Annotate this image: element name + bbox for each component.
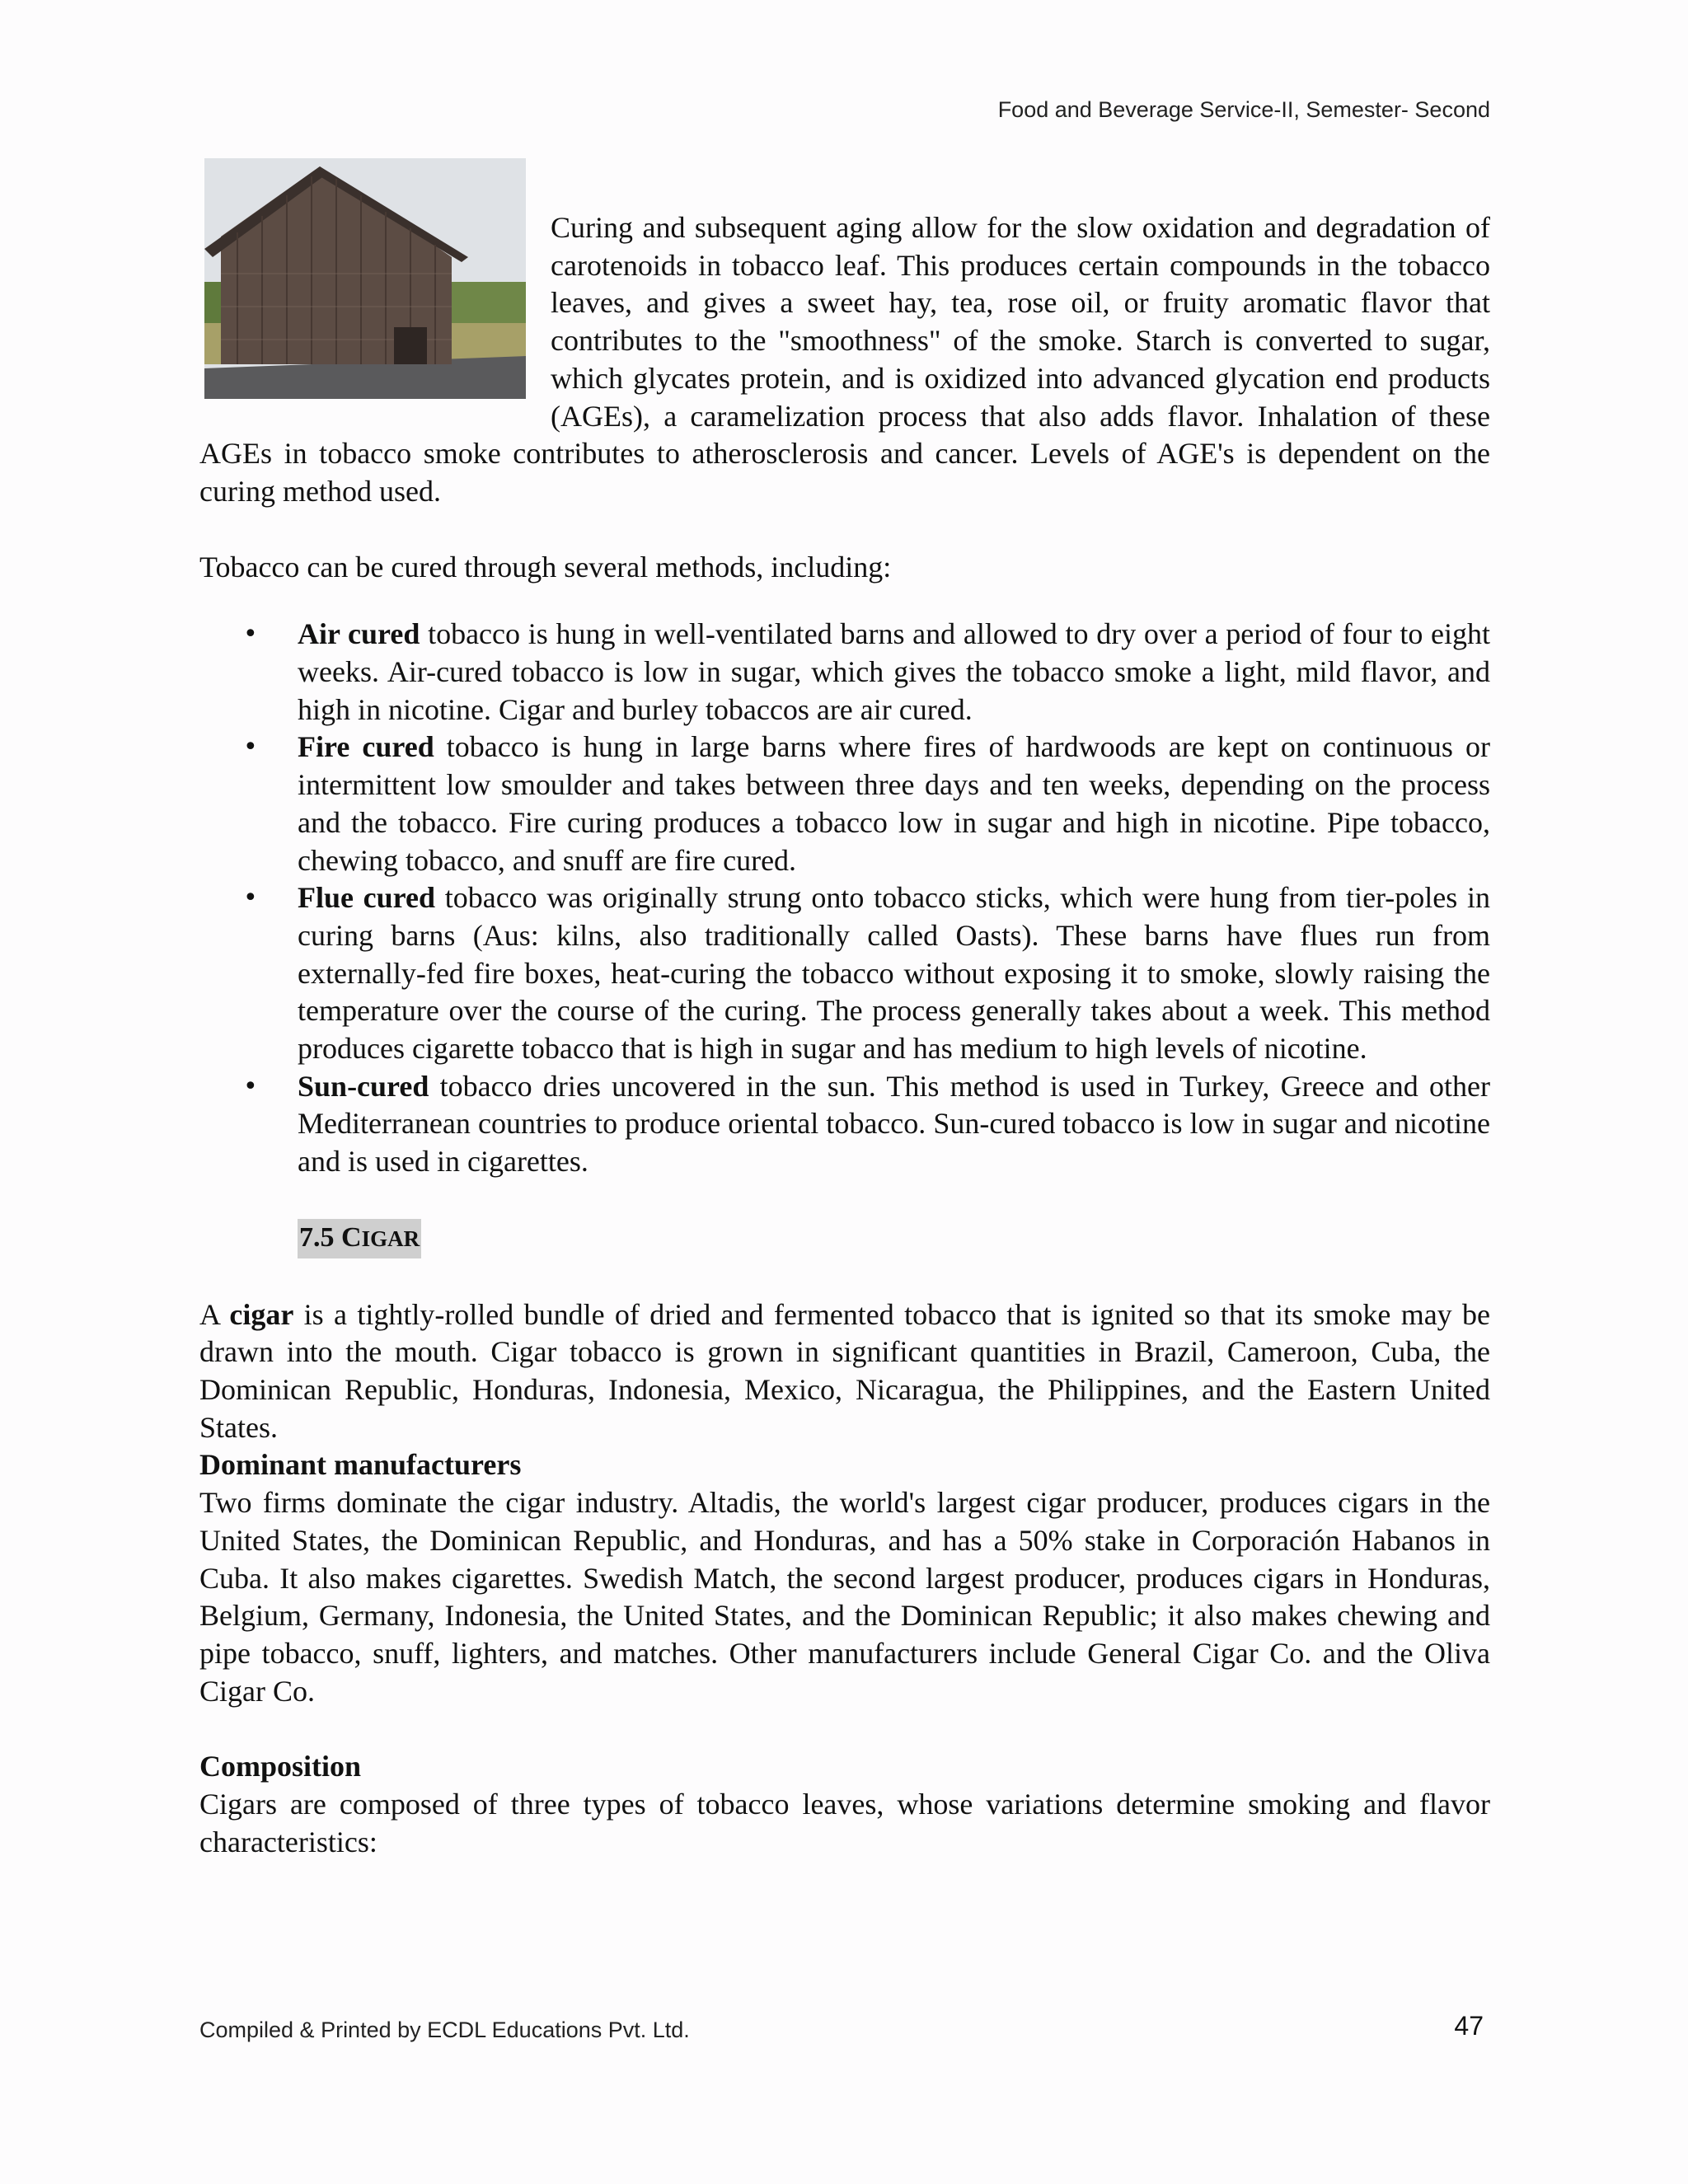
cigar-term: cigar: [229, 1297, 294, 1331]
page-number: 47: [1454, 2011, 1484, 2041]
method-description: tobacco was originally strung onto tobacco sticks, which were hung from tier-poles in curing barns (Aus: kilns, also traditionally called Oasts). These barns have flues run from externally-fed fire boxes, heat-curing the tobacco without exposing it to smoke, slowly raising the temperature over the course of the curing. The process generally takes about a week. This method produces cigarette tobacco that is high in sugar and has medium to high levels of nicotine.: [298, 881, 1490, 1066]
curing-methods-list: [199, 616, 1490, 1181]
cigar-lead: A: [199, 1297, 230, 1331]
page-content: [199, 158, 1490, 1861]
manufacturers-paragraph: Two firms dominate the cigar industry. Altadis, the world's largest cigar producer, produces cigars in the United States, the Dominican Republic, and Honduras, and has a 50% stake in Corporación Habanos in Cuba. It also makes cigarettes. Swedish Match, the second largest producer, produces cigars in Honduras, Belgium, Germany, Indonesia, the United States, and the Dominican Republic; it also makes chewing and pipe tobacco, snuff, lighters, and matches. Other manufacturers include General Cigar Co. and the Oliva Cigar Co.: [199, 1486, 1490, 1708]
method-description: tobacco is hung in well-ventilated barns and allowed to dry over a period of four to eight weeks. Air-cured tobacco is low in sugar, which gives the tobacco smoke a light, mild flavor, and high in nicotine. Cigar and burley tobaccos are air cured.: [298, 617, 1491, 726]
section-heading-cigar: [298, 1219, 421, 1258]
composition-heading: Composition: [199, 1750, 362, 1783]
tobacco-barn-image: [204, 158, 526, 399]
page-header: Food and Beverage Service-II, Semester- Second: [997, 97, 1490, 122]
intro-paragraph: Curing and subsequent aging allow for the slow oxidation and degradation of carotenoids in tobacco leaf. This produces certain compounds in the tobacco leaves, and gives a sweet hay, tea, rose oil, or fruity aromatic flavor that contributes to the "smoothness" of the smoke. Starch is converted to sugar, which glycates protein, and is oxidized into advanced glycation end products (AGEs), a caramelization process that also adds flavor. Inhalation of these AGEs in tobacco smoke contributes to atherosclerosis and cancer. Levels of AGE's is dependent on the curing method used.: [199, 211, 1490, 508]
list-item: [298, 879, 1490, 1068]
cigar-description: is a tightly-rolled bundle of dried and fermented tobacco that is ignited so that its smoke may be drawn into the mouth. Cigar tobacco is grown in significant quantities in Brazil, Cameroon, Cuba, the Dominican Republic, Honduras, Indonesia, Mexico, Nicaragua, the Philippines, and the Eastern United States.: [199, 1297, 1490, 1444]
section-number: 7.5 C: [299, 1221, 362, 1253]
method-term: Flue cured: [298, 881, 436, 915]
section-title: IGAR: [361, 1226, 420, 1251]
methods-intro: Tobacco can be cured through several methods, including:: [199, 550, 892, 583]
method-term: Sun-cured: [298, 1069, 429, 1103]
method-term: Air cured: [298, 617, 420, 651]
manufacturers-heading: Dominant manufacturers: [199, 1448, 522, 1482]
list-item: [298, 1068, 1490, 1181]
composition-paragraph: Cigars are composed of three types of tobacco leaves, whose variations determine smoking and flavor characteristics:: [199, 1788, 1490, 1858]
method-description: tobacco is hung in large barns where fires of hardwoods are kept on continuous or intermittent low smoulder and takes between three days and ten weeks, depending on the process and the tobacco. Fire curing produces a tobacco low in sugar and high in nicotine. Pipe tobacco, chewing tobacco, and snuff are fire cured.: [298, 730, 1490, 877]
list-item: [298, 729, 1490, 879]
cigar-paragraph: [199, 1296, 1490, 1447]
method-description: tobacco dries uncovered in the sun. This method is used in Turkey, Greece and other Mediterranean countries to produce oriental tobacco. Sun-cured tobacco is low in sugar and nicotine and is used in cigarettes.: [298, 1069, 1490, 1179]
list-item: [298, 616, 1490, 729]
method-term: Fire cured: [298, 730, 434, 764]
footer-credit: Compiled & Printed by ECDL Educations Pvt. Ltd.: [199, 2018, 690, 2042]
